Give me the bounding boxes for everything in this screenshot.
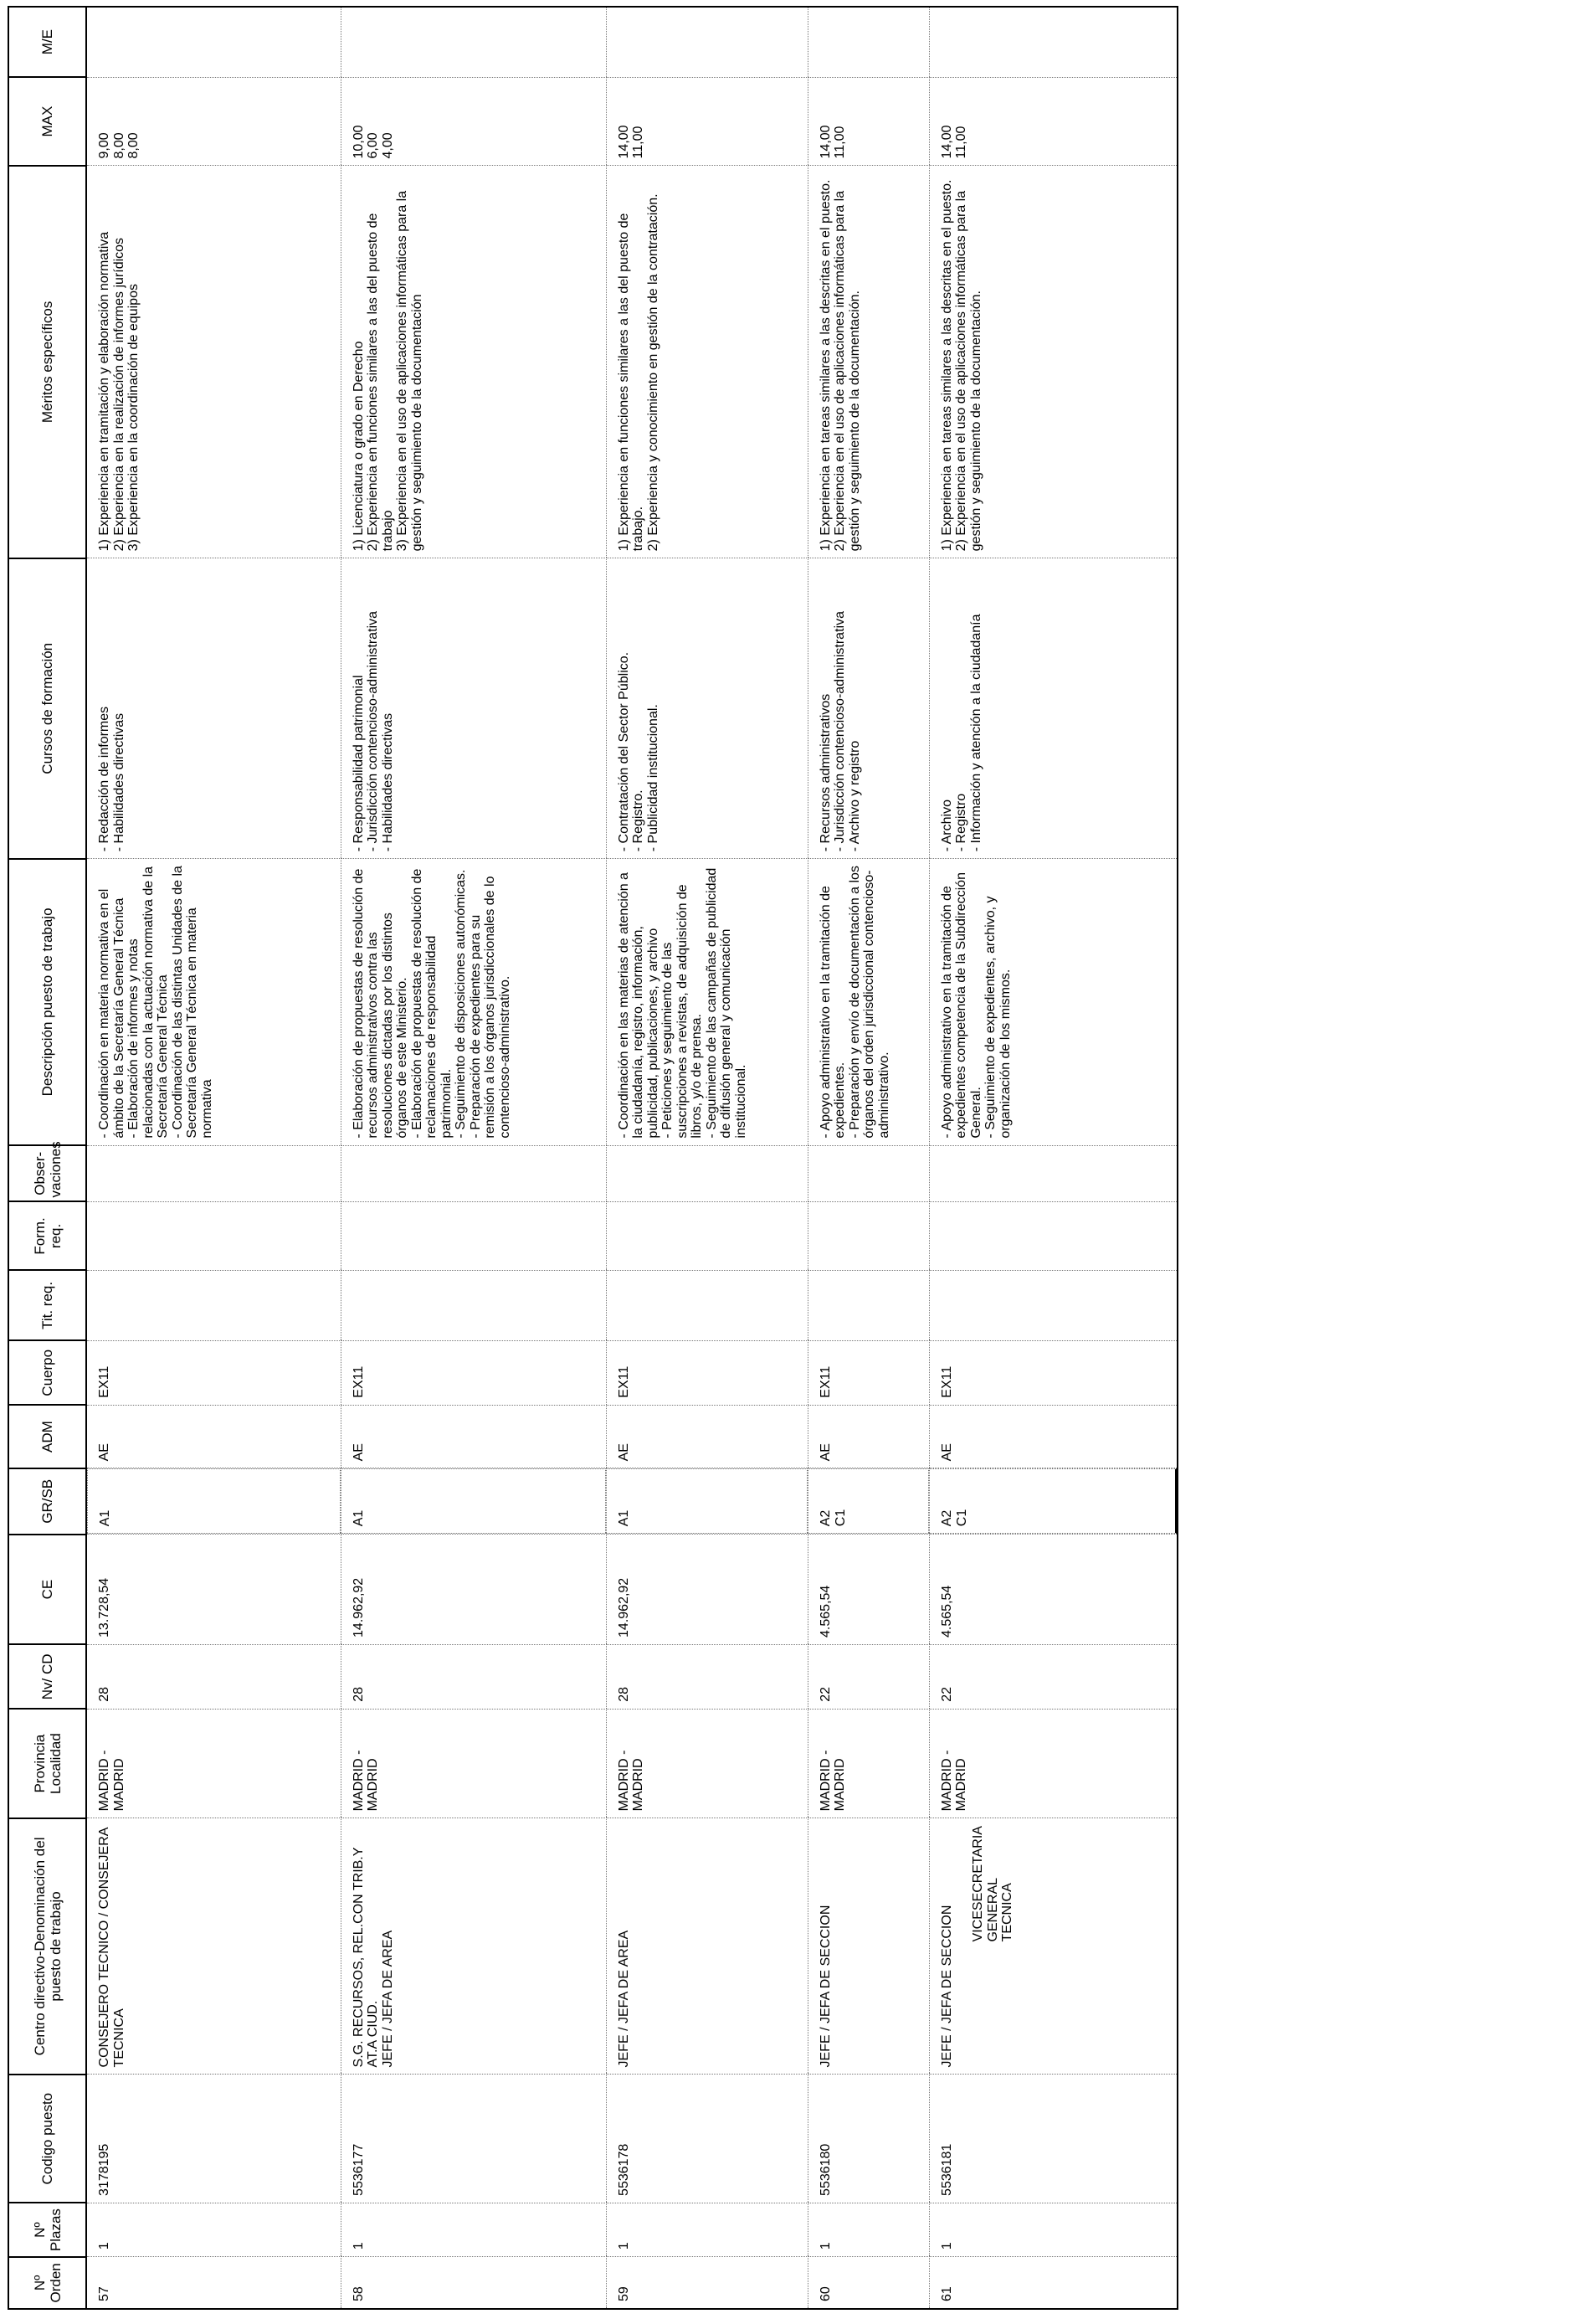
- cell-orden: 57: [86, 2257, 341, 2309]
- cell-centro: [341, 1818, 606, 2075]
- cell-adm: AE: [341, 1405, 606, 1468]
- centro-next-section: VICESECRETARIA GENERAL TECNICA: [971, 1826, 1014, 1942]
- cell-centro: [86, 1818, 341, 2075]
- cell-formacion: [606, 1201, 808, 1270]
- cell-centro: [929, 1818, 1178, 2075]
- cell-formacion: [808, 1201, 929, 1270]
- cell-centro: [808, 1818, 929, 2075]
- cell-observaciones: [606, 1145, 808, 1201]
- cell-cuerpo: EX11: [341, 1340, 606, 1405]
- cell-plazas: 1: [86, 2203, 341, 2256]
- cell-centro: [606, 1818, 808, 2075]
- cell-nivel: 22: [808, 1644, 929, 1709]
- header-orden: Nº Orden: [8, 2257, 86, 2309]
- job-positions-table: [8, 6, 1178, 2310]
- max-values: 10,00 6,00 4,00: [351, 125, 395, 159]
- table-row: [606, 7, 808, 2309]
- centro-subdirection: S.G. RECURSOS, REL.CON TRIB.Y AT.A CIUD.: [351, 1847, 380, 2068]
- header-codigo: Codigo puesto: [8, 2075, 86, 2203]
- cursos-text: - Responsabilidad patrimonial - Jurisdicción contencioso-administrativa - Habilidades directivas: [351, 611, 395, 852]
- max-values: 14,00 11,00: [939, 125, 968, 159]
- header-formacion: Form. req.: [8, 1201, 86, 1270]
- cell-meritos: [808, 166, 929, 558]
- cell-max: [929, 77, 1178, 166]
- cursos-text: - Recursos administrativos - Jurisdicción contencioso-administrativa - Archivo y registro: [818, 611, 862, 852]
- meritos-text: 1) Experiencia en tareas similares a las descritas en el puesto. 2) Experiencia en el uso de aplicaciones informáticas para la gestión y seguimiento de la documentación.: [818, 179, 862, 552]
- centro-name: JEFE / JEFA DE AREA: [380, 1930, 395, 2068]
- cell-titulacion: [808, 1270, 929, 1340]
- cell-adm: AE: [86, 1405, 341, 1468]
- cell-orden: 60: [808, 2257, 929, 2309]
- cell-cuerpo: EX11: [606, 1340, 808, 1405]
- header-me: M/E: [8, 7, 86, 77]
- cell-nivel: 28: [86, 1644, 341, 1709]
- centro-name: CONSEJERO TECNICO / CONSEJERA TECNICA: [97, 1828, 126, 2068]
- cursos-text: - Archivo - Registro - Información y atención a la ciudadanía: [939, 614, 983, 852]
- cell-max: [341, 77, 606, 166]
- cursos-text: - Contratación del Sector Público. - Registro. - Publicidad institucional.: [616, 651, 660, 852]
- cell-cuerpo: EX11: [808, 1340, 929, 1405]
- spacer: [954, 1823, 971, 2067]
- meritos-text: 1) Experiencia en tramitación y elaboración normativa 2) Experiencia en la realización de informes jurídicos 3) Experiencia en la coordinación de equipos: [97, 231, 141, 552]
- cell-meritos: [606, 166, 808, 558]
- cell-titulacion: [929, 1270, 1178, 1340]
- table-row: [86, 7, 341, 2309]
- cell-cuerpo: EX11: [86, 1340, 341, 1405]
- table-row: [929, 7, 1178, 2309]
- cell-descripcion: [929, 859, 1178, 1145]
- cell-grupo: A1: [87, 1468, 341, 1534]
- header-cuerpo: Cuerpo: [8, 1340, 86, 1405]
- cell-codigo: 5536181: [929, 2075, 1178, 2203]
- cell-ce: 13.728,54: [86, 1535, 341, 1645]
- cell-plazas: 1: [808, 2203, 929, 2256]
- centro-name: JEFE / JEFA DE SECCION: [818, 1905, 833, 2068]
- descripcion-text: - Elaboración de propuestas de resolución de recursos administrativos contra las resoluciones dictadas por los distintos órganos de este Ministerio. - Elaboración de propuestas de resolución de reclamaciones de responsabilidad patrimonial. - Seguimiento de disposiciones autonómicas. - Preparación de expedientes para su remisión a los órganos jurisdiccionales de lo contencioso-administrativo.: [351, 868, 512, 1139]
- header-plazas: Nº Plazas: [8, 2203, 86, 2256]
- cell-cursos: [606, 558, 808, 859]
- centro-name: JEFE / JEFA DE SECCION: [939, 1905, 954, 2068]
- cell-cursos: [929, 558, 1178, 859]
- cell-codigo: 5536178: [606, 2075, 808, 2203]
- header-provincia: Provincia Localidad: [8, 1709, 86, 1818]
- cell-plazas: 1: [606, 2203, 808, 2256]
- header-descripcion: Descripción puesto de trabajo: [8, 859, 86, 1145]
- cell-descripcion: [86, 859, 341, 1145]
- cell-orden: 61: [929, 2257, 1178, 2309]
- cell-plazas: 1: [341, 2203, 606, 2256]
- cell-provincia: MADRID - MADRID: [341, 1709, 606, 1818]
- cell-titulacion: [341, 1270, 606, 1340]
- meritos-text: 1) Experiencia en tareas similares a las descritas en el puesto. 2) Experiencia en el uso de aplicaciones informáticas para la gestión y seguimiento de la documentación.: [939, 179, 983, 552]
- cursos-text: - Redacción de informes - Habilidades directivas: [97, 706, 126, 852]
- cell-me: [606, 7, 808, 77]
- cell-ce: 14.962,92: [341, 1535, 606, 1645]
- header-observaciones: Obser- vaciones: [8, 1145, 86, 1201]
- cell-formacion: [86, 1201, 341, 1270]
- cell-titulacion: [86, 1270, 341, 1340]
- cell-ce: 4.565,54: [808, 1535, 929, 1645]
- cell-grupo: A2 C1: [808, 1468, 929, 1534]
- cell-meritos: [86, 166, 341, 558]
- cell-max: [86, 77, 341, 166]
- header-adm: ADM: [8, 1405, 86, 1468]
- cell-orden: 59: [606, 2257, 808, 2309]
- cell-descripcion: [341, 859, 606, 1145]
- cell-observaciones: [86, 1145, 341, 1201]
- header-grupo: GR/SB: [8, 1468, 86, 1535]
- header-max: MAX: [8, 77, 86, 166]
- header-centro: Centro directivo-Denominación del puesto de trabajo: [8, 1818, 86, 2075]
- header-titulacion: Tit. req.: [8, 1270, 86, 1340]
- cell-descripcion: [606, 859, 808, 1145]
- descripcion-text: - Coordinación en las materias de atención a la ciudadanía, registro, información, publicidad, publicaciones, y archivo - Peticiones y seguimiento de las suscripciones a revistas, de adquisición de libros, y/o de prensa. - Seguimiento de las campañas de publicidad de difusión general y comunicación institucional.: [616, 867, 748, 1139]
- cell-observaciones: [929, 1145, 1178, 1201]
- descripcion-text: - Coordinación en materia normativa en el ámbito de la Secretaría General Técnica - Elaboración de informes y notas relacionadas con la actuación normativa de la Secretaría General Técnica - Coordinación de las distintas Unidades de la Secretaría General Técnica en materia normativa: [97, 866, 214, 1139]
- max-values: 9,00 8,00 8,00: [97, 132, 141, 159]
- cell-titulacion: [606, 1270, 808, 1340]
- cell-provincia: MADRID - MADRID: [808, 1709, 929, 1818]
- cell-provincia: MADRID - MADRID: [929, 1709, 1178, 1818]
- cell-codigo: 5536177: [341, 2075, 606, 2203]
- header-nivel: Nv/ CD: [8, 1644, 86, 1709]
- cell-grupo: A1: [341, 1468, 606, 1534]
- cell-nivel: 28: [606, 1644, 808, 1709]
- cell-me: [929, 7, 1178, 77]
- meritos-text: 1) Experiencia en funciones similares a las del puesto de trabajo. 2) Experiencia y conocimiento en gestión de la contratación.: [616, 193, 660, 552]
- cell-cuerpo: EX11: [929, 1340, 1178, 1405]
- cell-me: [808, 7, 929, 77]
- cell-nivel: 28: [341, 1644, 606, 1709]
- meritos-text: 1) Licenciatura o grado en Derecho 2) Experiencia en funciones similares a las del puesto de trabajo 3) Experiencia en el uso de aplicaciones informáticas para la gestión y seguimiento de la documentación: [351, 190, 424, 552]
- cell-ce: 4.565,54: [929, 1535, 1178, 1645]
- cell-max: [808, 77, 929, 166]
- cell-me: [341, 7, 606, 77]
- cell-grupo: A1: [606, 1468, 808, 1534]
- cell-cursos: [341, 558, 606, 859]
- header-row: [8, 7, 86, 2309]
- table-row: [341, 7, 606, 2309]
- cell-descripcion: [808, 859, 929, 1145]
- header-cursos: Cursos de formación: [8, 558, 86, 859]
- cell-max: [606, 77, 808, 166]
- max-values: 14,00 11,00: [818, 125, 847, 159]
- cell-cursos: [86, 558, 341, 859]
- cell-adm: AE: [929, 1405, 1178, 1468]
- cell-provincia: MADRID - MADRID: [606, 1709, 808, 1818]
- cell-grupo: A2 C1: [929, 1468, 1177, 1534]
- cell-adm: AE: [606, 1405, 808, 1468]
- descripcion-text: - Apoyo administrativo en la tramitación de expedientes. - Preparación y envío de documentación a los órganos del orden jurisdiccional contencioso-administrativo.: [818, 866, 891, 1139]
- centro-name: JEFE / JEFA DE AREA: [616, 1930, 631, 2068]
- header-ce: CE: [8, 1535, 86, 1645]
- cell-nivel: 22: [929, 1644, 1178, 1709]
- cell-me: [86, 7, 341, 77]
- cell-codigo: 5536180: [808, 2075, 929, 2203]
- max-values: 14,00 11,00: [616, 125, 645, 159]
- cell-observaciones: [808, 1145, 929, 1201]
- cell-ce: 14.962,92: [606, 1535, 808, 1645]
- cell-formacion: [341, 1201, 606, 1270]
- cell-formacion: [929, 1201, 1178, 1270]
- cell-adm: AE: [808, 1405, 929, 1468]
- table-row: [808, 7, 929, 2309]
- descripcion-text: - Apoyo administrativo en la tramitación de expedientes competencia de la Subdirección General. - Seguimiento de expedientes, archivo, y organización de los mismos.: [939, 872, 1013, 1139]
- cell-meritos: [929, 166, 1178, 558]
- cell-provincia: MADRID - MADRID: [86, 1709, 341, 1818]
- cell-cursos: [808, 558, 929, 859]
- cell-plazas: 1: [929, 2203, 1178, 2256]
- header-meritos: Méritos específicos: [8, 166, 86, 558]
- cell-codigo: 3178195: [86, 2075, 341, 2203]
- cell-observaciones: [341, 1145, 606, 1201]
- cell-orden: 58: [341, 2257, 606, 2309]
- cell-meritos: [341, 166, 606, 558]
